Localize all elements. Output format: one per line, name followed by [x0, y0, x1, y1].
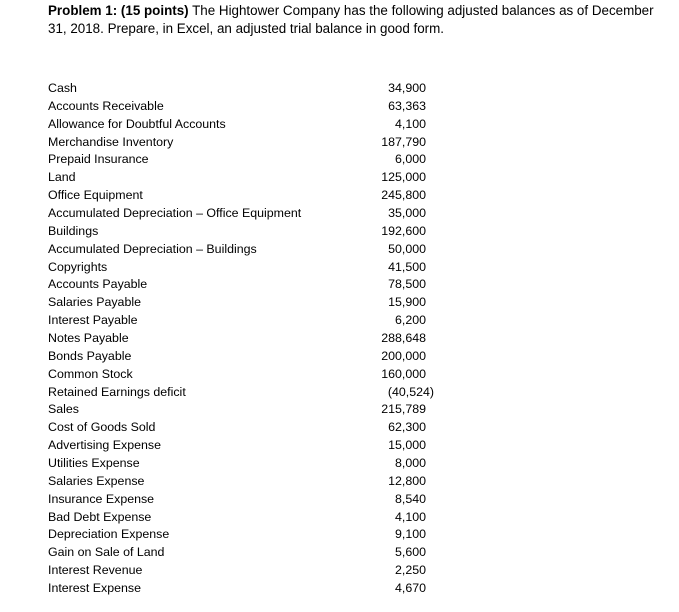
- account-name: Salaries Expense: [48, 473, 145, 488]
- account-name: Advertising Expense: [48, 438, 161, 453]
- account-name: Accounts Payable: [48, 277, 148, 292]
- account-row: [48, 223, 440, 241]
- account-amount: 34,900: [388, 81, 426, 95]
- account-amount: 245,800: [381, 188, 426, 203]
- account-balances-list: [48, 80, 440, 598]
- account-row: [48, 437, 440, 455]
- account-amount: 41,500: [388, 259, 426, 274]
- account-name: Retained Earnings deficit: [48, 384, 186, 399]
- account-amount: 9,100: [394, 527, 426, 542]
- account-row: [48, 241, 440, 259]
- account-name: Bonds Payable: [48, 348, 132, 363]
- account-row: [48, 384, 440, 402]
- account-name: Salaries Payable: [48, 295, 141, 310]
- account-row: [48, 366, 440, 384]
- account-name: Accumulated Depreciation – Buildings: [48, 241, 257, 256]
- account-name: Allowance for Doubtful Accounts: [48, 116, 226, 131]
- account-name: Common Stock: [48, 366, 133, 381]
- account-name: Notes Payable: [48, 331, 129, 346]
- account-row: [48, 169, 440, 187]
- account-amount: 125,000: [381, 170, 426, 185]
- account-amount: 288,648: [381, 331, 426, 346]
- account-amount: 215,789: [381, 402, 426, 417]
- account-amount: 12,800: [388, 473, 426, 488]
- account-row: [48, 419, 440, 437]
- account-amount: 15,900: [388, 295, 426, 310]
- account-name: Depreciation Expense: [48, 527, 170, 542]
- account-name: Accumulated Depreciation – Office Equipment: [48, 206, 302, 221]
- account-amount: 50,000: [388, 241, 426, 256]
- account-name: Gain on Sale of Land: [48, 545, 165, 560]
- account-row: [48, 116, 440, 134]
- account-row: [48, 134, 440, 152]
- account-name: Utilities Expense: [48, 456, 140, 471]
- account-amount: 62,300: [388, 420, 426, 435]
- account-row: [48, 151, 440, 169]
- account-amount: 2,250: [394, 563, 426, 578]
- account-amount: 4,670: [394, 581, 426, 596]
- account-name: Interest Payable: [48, 313, 138, 328]
- account-amount: 200,000: [381, 348, 426, 363]
- account-amount: 6,200: [394, 313, 426, 328]
- account-row: [48, 580, 440, 598]
- account-name: Prepaid Insurance: [48, 152, 149, 167]
- account-row: [48, 562, 440, 580]
- account-name: Sales: [48, 402, 79, 417]
- account-amount: 187,790: [381, 134, 426, 149]
- account-amount: 15,000: [388, 438, 426, 453]
- account-amount: 63,363: [388, 98, 426, 113]
- account-row: [48, 473, 440, 491]
- account-row: [48, 348, 440, 366]
- account-amount: 35,000: [388, 206, 426, 221]
- account-amount: 8,000: [394, 456, 426, 471]
- account-row: [48, 526, 440, 544]
- account-name: Merchandise Inventory: [48, 134, 174, 149]
- account-amount: 4,100: [394, 116, 426, 131]
- account-row: [48, 276, 440, 294]
- problem-heading: Problem 1: (15 points): [48, 3, 189, 18]
- account-name: Insurance Expense: [48, 491, 155, 506]
- account-amount: 160,000: [381, 366, 426, 381]
- account-name: Copyrights: [48, 259, 108, 274]
- account-amount: 78,500: [388, 277, 426, 292]
- account-name: Land: [48, 170, 76, 185]
- account-row: [48, 312, 440, 330]
- account-name: Bad Debt Expense: [48, 509, 152, 524]
- account-row: [48, 294, 440, 312]
- account-row: [48, 330, 440, 348]
- account-name: Buildings: [48, 223, 99, 238]
- account-name: Cash: [48, 81, 77, 95]
- problem-text: The Hightower Company has the following adjusted balances as of December 31, 2018. Prepare, in Excel, an adjusted trial balance in good form.: [48, 3, 654, 36]
- account-amount: 5,600: [394, 545, 426, 560]
- account-name: Office Equipment: [48, 188, 143, 203]
- account-row: [48, 98, 440, 116]
- account-row: [48, 205, 440, 223]
- problem-statement: [48, 2, 673, 38]
- account-row: [48, 80, 440, 98]
- account-row: [48, 259, 440, 277]
- account-row: [48, 401, 440, 419]
- account-amount: 6,000: [394, 152, 426, 167]
- account-row: [48, 187, 440, 205]
- account-amount: (40,524): [387, 384, 434, 399]
- account-name: Interest Revenue: [48, 563, 143, 578]
- account-row: [48, 455, 440, 473]
- account-row: [48, 491, 440, 509]
- account-amount: 8,540: [394, 491, 426, 506]
- account-amount: 192,600: [381, 223, 426, 238]
- account-name: Cost of Goods Sold: [48, 420, 156, 435]
- account-name: Interest Expense: [48, 581, 141, 596]
- account-amount: 4,100: [394, 509, 426, 524]
- account-name: Accounts Receivable: [48, 98, 164, 113]
- account-row: [48, 509, 440, 527]
- account-row: [48, 544, 440, 562]
